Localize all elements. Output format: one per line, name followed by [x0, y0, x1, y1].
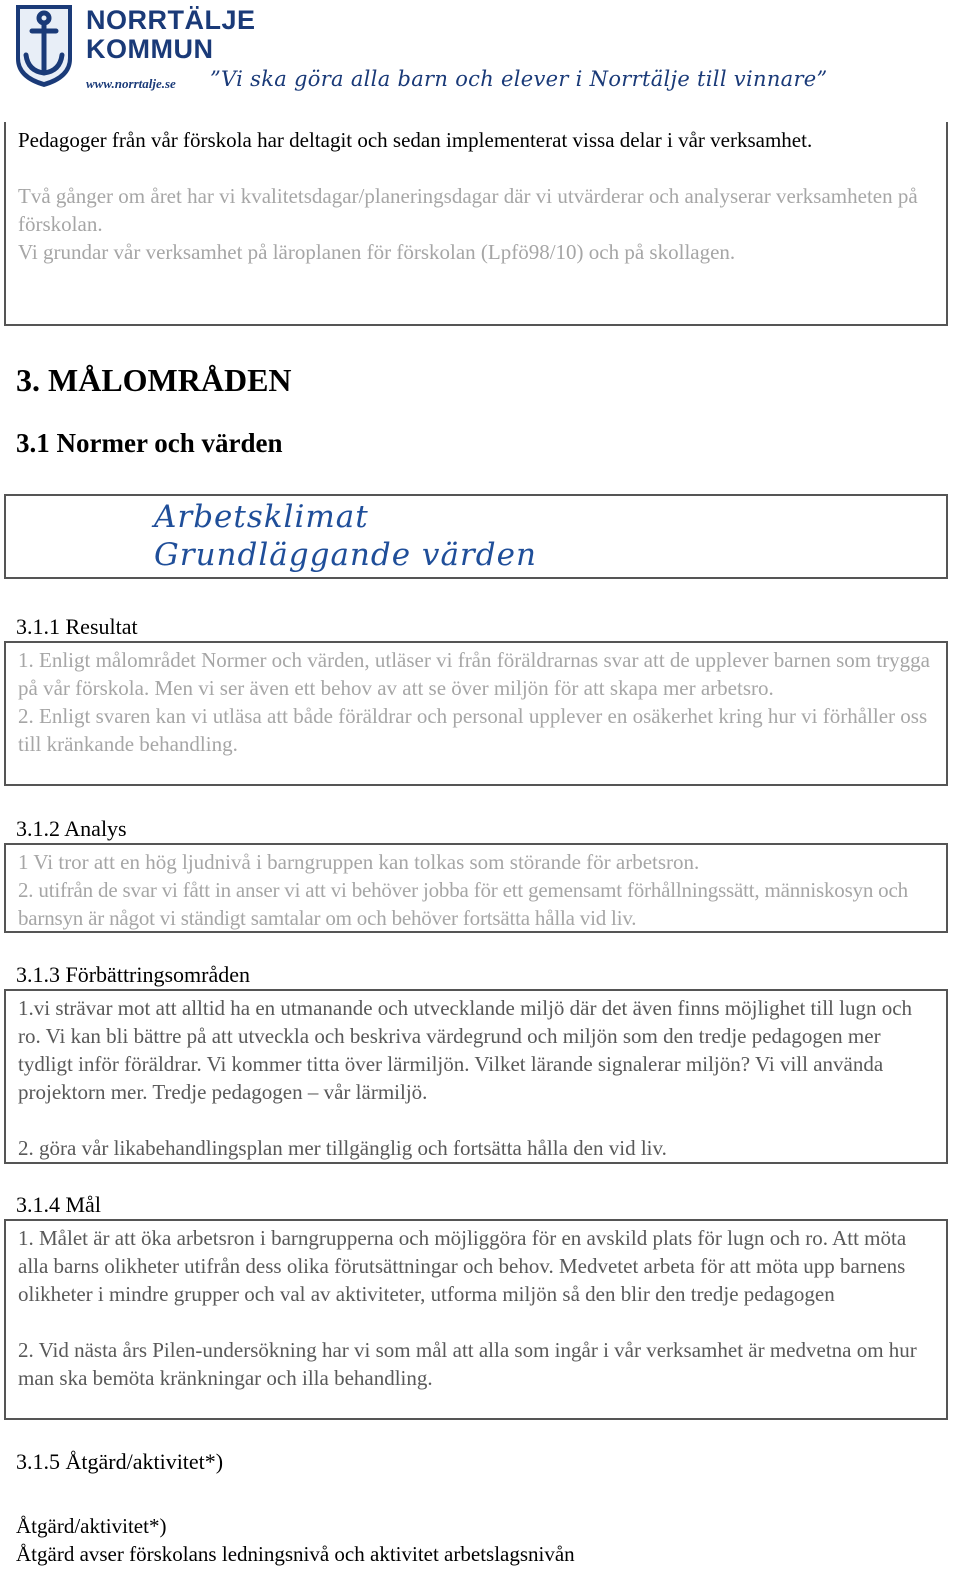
section-title: 3. MÅLOMRÅDEN — [16, 362, 292, 398]
mal-box — [4, 1219, 948, 1420]
forbattring-box — [4, 989, 948, 1164]
org-url[interactable]: www.norrtalje.se — [86, 76, 176, 91]
org-name-line1: NORRTÄLJE — [86, 5, 256, 35]
section-subtitle: 3.1 Normer och värden — [16, 428, 283, 458]
org-name — [86, 6, 256, 64]
mal-paragraph-1: 1. Målet är att öka arbetsron i barngrupperna och möjliggöra för en avskild plats för lugn och ro. Att möta alla barns olikheter utifrån dess olika förutsättningar och behov. Medvetet arbeta för att möta upp barnens olikheter i mindre grupper och val av aktiviteter, utforma miljön så den blir den tredje pedagogen — [18, 1226, 907, 1306]
norrtalje-shield-logo — [14, 3, 74, 89]
atgard-line-1: Åtgärd/aktivitet*) — [16, 1514, 167, 1538]
forbattring-paragraph-1: 1.vi strävar mot att alltid ha en utmanande och utvecklande miljö där det även finns möjlighet till lugn och ro. Vi kan bli bättre på att utveckla och beskriva värdegrund och miljön som den tredje pedagogen mer tydligt inför föräldrar. Vi kommer titta över lärmiljön. Vilket lärande signalerar miljön? Vi vill använda projektorn mer. Tredje pedagogen – vår lärmiljö. — [18, 996, 913, 1104]
resultat-paragraph-1: 1. Enligt målområdet Normer och värden, utläser vi från föräldrarnas svar att de upplever barnen som trygga på vår förskola. Men vi ser även ett behov av att se över miljön för att skapa mer arbetsro. — [18, 648, 931, 700]
intro-paragraph-3: Vi grundar vår verksamhet på läroplanen för förskolan (Lpfö98/10) och på skollagen. — [18, 240, 736, 264]
mal-heading: 3.1.4 Mål — [16, 1192, 101, 1217]
forbattring-paragraph-2: 2. göra vår likabehandlingsplan mer tillgänglig och fortsätta hålla den vid liv. — [18, 1136, 667, 1160]
analys-heading: 3.1.2 Analys — [16, 816, 127, 841]
focus-area-box — [4, 494, 948, 579]
analys-paragraph-2: 2. utifrån de svar vi fått in anser vi att vi behöver jobba för ett gemensamt förhållningssätt, människosyn och barnsyn är något vi ständigt samtalar om och behöver fortsätta hålla vid liv. — [18, 878, 908, 930]
intro-box — [4, 122, 948, 326]
resultat-box — [4, 641, 948, 786]
analys-paragraph-1: 1 Vi tror att en hög ljudnivå i barngruppen kan tolkas som störande för arbetsron. — [18, 850, 700, 874]
forbattring-heading: 3.1.3 Förbättringsområden — [16, 962, 251, 987]
org-name-line2: KOMMUN — [86, 34, 214, 64]
mal-paragraph-2: 2. Vid nästa års Pilen-undersökning har vi som mål att alla som ingår i vår verksamhet är medvetna om hur man ska bemöta kränkningar och illa behandling. — [18, 1338, 917, 1390]
intro-paragraph-2: Två gånger om året har vi kvalitetsdagar/planeringsdagar där vi utvärderar och analyserar verksamheten på förskolan. — [18, 184, 918, 236]
resultat-heading: 3.1.1 Resultat — [16, 614, 138, 639]
atgard-line-2: Åtgärd avser förskolans ledningsnivå och aktivitet arbetslagsnivån — [16, 1542, 575, 1566]
intro-paragraph-1: Pedagoger från vår förskola har deltagit och sedan implementerat vissa delar i vår verksamhet. — [18, 128, 813, 152]
analys-box — [4, 843, 948, 933]
atgard-heading: 3.1.5 Åtgärd/aktivitet*) — [16, 1449, 224, 1474]
motto: ”Vi ska göra alla barn och elever i Norrtälje till vinnare” — [210, 67, 828, 91]
focus-area-line-2: Grundläggande värden — [154, 537, 537, 573]
resultat-paragraph-2: 2. Enligt svaren kan vi utläsa att både föräldrar och personal upplever en osäkerhet kring hur vi förhåller oss till kränkande behandling. — [18, 704, 928, 756]
focus-area-line-1: Arbetsklimat — [154, 499, 369, 535]
